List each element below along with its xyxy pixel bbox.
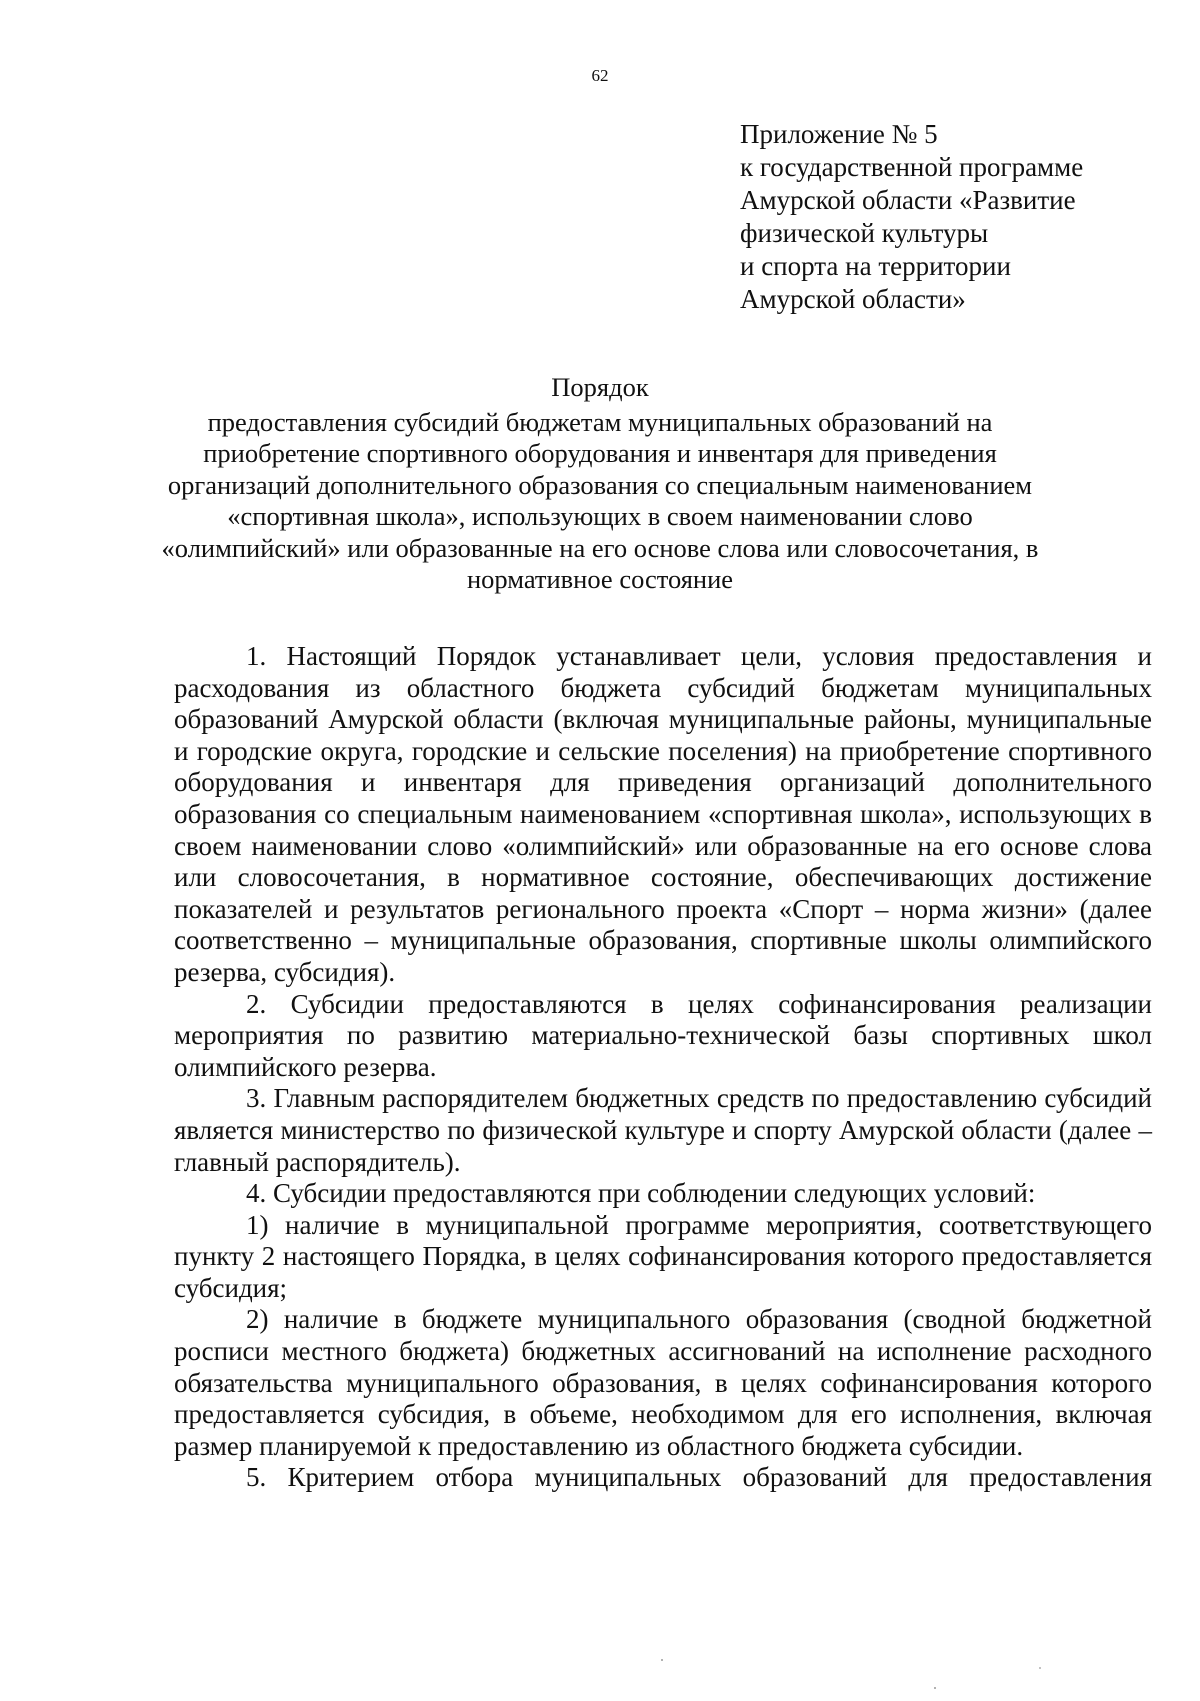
title-subtitle-line: «олимпийский» или образованные на его основе слова или словосочетания, в	[161, 532, 1039, 563]
title-subtitle-line: нормативное состояние	[466, 564, 734, 594]
appendix-line: Амурской области»	[740, 284, 966, 314]
scan-speck	[934, 1687, 936, 1689]
appendix-line: к государственной программе	[740, 152, 1084, 182]
paragraph-4-item-1: 1) наличие в муниципальной программе мероприятия, соответствующего пункту 2 настоящего Порядка, в целях софинансирования которого предоставляется субсидия;	[174, 1209, 1152, 1303]
title-heading: Порядок	[551, 372, 649, 402]
paragraph-4: 4. Субсидии предоставляются при соблюдении следующих условий:	[246, 1178, 1036, 1209]
appendix-line: Приложение № 5	[740, 119, 938, 149]
title-subtitle-line: «спортивная школа», использующих в своем наименовании слово	[227, 501, 973, 531]
scan-speck	[1039, 1667, 1041, 1669]
appendix-line: Амурской области «Развитие	[740, 185, 1076, 215]
scan-speck	[661, 1659, 663, 1661]
paragraph-3: 3. Главным распорядителем бюджетных средств по предоставлению субсидий является министерство по физической культуре и спорту Амурской области (далее – главный распорядитель).	[174, 1083, 1152, 1177]
appendix-line: физической культуры	[740, 218, 989, 248]
paragraph-4-item-2: 2) наличие в бюджете муниципального образования (сводной бюджетной росписи местного бюджета) бюджетных ассигнований на исполнение расходного обязательства муниципального образования, в целях софинансирования которого предоставляется субсидия, в объеме, необходимом для его исполнения, включая размер планируемой к предоставлению из областного бюджета субсидии.	[174, 1304, 1152, 1461]
paragraph-1: 1. Настоящий Порядок устанавливает цели, условия предоставления и расходования из областного бюджета субсидий бюджетам муниципальных образований Амурской области (включая муниципальные районы, муниципальные и городские округа, городские и сельские поселения) на приобретение спортивного оборудования и инвентаря для приведения организаций дополнительного образования со специальным наименованием «спортивная школа», использующих в своем наименовании слово «олимпийский» или образованные на его основе слова или словосочетания, в нормативное состояние, обеспечивающих достижение показателей и результатов регионального проекта «Спорт – норма жизни» (далее соответственно – муниципальные образования, спортивные школы олимпийского резерва, субсидия).	[174, 641, 1152, 987]
paragraph-2: 2. Субсидии предоставляются в целях софинансирования реализации мероприятия по развитию материально-технической базы спортивных школ олимпийского резерва.	[174, 988, 1152, 1082]
title-subtitle-line: приобретение спортивного оборудования и инвентаря для приведения	[203, 438, 997, 468]
appendix-line: и спорта на территории	[740, 251, 1011, 281]
title-subtitle-line: предоставления субсидий бюджетам муниципальных образований на	[207, 406, 993, 437]
title-subtitle-line: организаций дополнительного образования со специальным наименованием	[167, 469, 1033, 500]
page-number: 62	[591, 66, 609, 85]
paragraph-5: 5. Критерием отбора муниципальных образований для предоставления	[246, 1462, 1152, 1493]
